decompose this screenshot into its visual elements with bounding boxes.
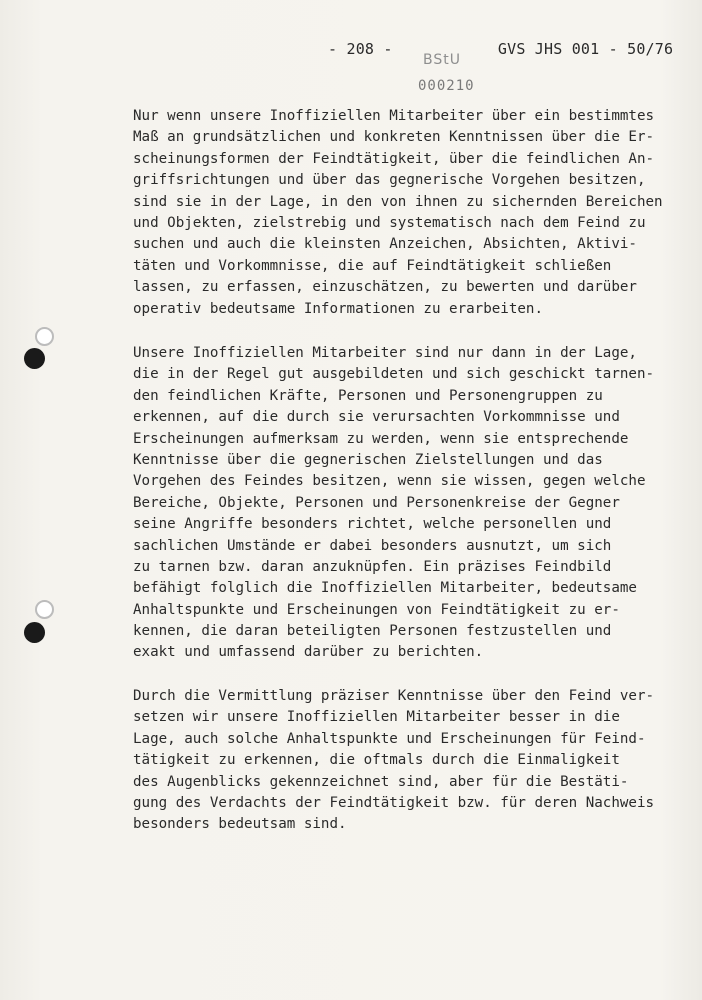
paragraph-3 bbox=[133, 686, 678, 836]
page-header bbox=[328, 40, 673, 58]
text-line: befähigt folglich die Inoffiziellen Mitarbeiter, bedeutsame bbox=[133, 580, 637, 597]
text-line: operativ bedeutsame Informationen zu erarbeiten. bbox=[133, 300, 543, 317]
text-line: sind sie in der Lage, in den von ihnen zu sichernden Bereichen bbox=[133, 193, 663, 210]
text-line: Kenntnisse über die gegnerischen Zielstellungen und das bbox=[133, 451, 603, 468]
text-line: seine Angriffe besonders richtet, welche personellen und bbox=[133, 516, 612, 533]
text-line: Maß an grundsätzlichen und konkreten Kenntnissen über die Er- bbox=[133, 129, 655, 146]
text-line: Bereiche, Objekte, Personen und Personenkreise der Gegner bbox=[133, 494, 620, 511]
text-line: die in der Regel gut ausgebildeten und sich geschickt tarnen- bbox=[133, 366, 655, 383]
text-line: Anhaltspunkte und Erscheinungen von Feindtätigkeit zu er- bbox=[133, 601, 620, 618]
punch-hole-light-top bbox=[35, 327, 54, 346]
text-line: Erscheinungen aufmerksam zu werden, wenn sie entsprechende bbox=[133, 430, 629, 447]
text-line: des Augenblicks gekennzeichnet sind, aber für die Bestäti- bbox=[133, 773, 629, 790]
text-line: zu tarnen bzw. daran anzuknüpfen. Ein präzises Feindbild bbox=[133, 558, 612, 575]
text-line: lassen, zu erfassen, einzuschätzen, zu bewerten und darüber bbox=[133, 279, 637, 296]
file-reference: GVS JHS 001 - 50/76 bbox=[497, 40, 674, 58]
text-line: sachlichen Umstände er dabei besonders ausnutzt, um sich bbox=[133, 537, 612, 554]
text-line: Nur wenn unsere Inoffiziellen Mitarbeiter über ein bestimmtes bbox=[133, 108, 655, 124]
archive-stamp-number: 000210 bbox=[418, 78, 475, 94]
text-line: Vorgehen des Feindes besitzen, wenn sie wissen, gegen welche bbox=[133, 473, 646, 490]
punch-hole-dark-bottom bbox=[24, 622, 45, 643]
text-line: setzen wir unsere Inoffiziellen Mitarbeiter besser in die bbox=[133, 709, 620, 726]
text-line: täten und Vorkommnisse, die auf Feindtätigkeit schließen bbox=[133, 257, 612, 274]
text-line: Durch die Vermittlung präziser Kenntnisse über den Feind ver- bbox=[133, 688, 655, 704]
text-line: kennen, die daran beteiligten Personen festzustellen und bbox=[133, 623, 612, 640]
text-line: griffsrichtungen und über das gegnerische Vorgehen besitzen, bbox=[133, 172, 646, 189]
text-line: scheinungsformen der Feindtätigkeit, über die feindlichen An- bbox=[133, 150, 655, 167]
text-line: Lage, auch solche Anhaltspunkte und Erscheinungen für Feind- bbox=[133, 730, 646, 747]
text-line: den feindlichen Kräfte, Personen und Personengruppen zu bbox=[133, 387, 603, 404]
text-line: und Objekten, zielstrebig und systematisch nach dem Feind zu bbox=[133, 214, 646, 231]
text-line: Unsere Inoffiziellen Mitarbeiter sind nur dann in der Lage, bbox=[133, 345, 637, 361]
text-line: tätigkeit zu erkennen, die oftmals durch die Einmaligkeit bbox=[133, 752, 620, 769]
text-line: suchen und auch die kleinsten Anzeichen, Absichten, Aktivi- bbox=[133, 236, 637, 253]
text-line: gung des Verdachts der Feindtätigkeit bzw. für deren Nachweis bbox=[133, 794, 655, 811]
archive-stamp: BStU bbox=[423, 52, 461, 68]
paragraph-2 bbox=[133, 343, 678, 664]
text-line: exakt und umfassend darüber zu berichten. bbox=[133, 644, 484, 661]
punch-hole-light-bottom bbox=[35, 600, 54, 619]
text-line: erkennen, auf die durch sie verursachten Vorkommnisse und bbox=[133, 409, 620, 426]
paragraph-1 bbox=[133, 106, 678, 320]
page-number: - 208 - bbox=[328, 40, 402, 58]
text-line: besonders bedeutsam sind. bbox=[133, 816, 347, 833]
punch-hole-dark-top bbox=[24, 348, 45, 369]
